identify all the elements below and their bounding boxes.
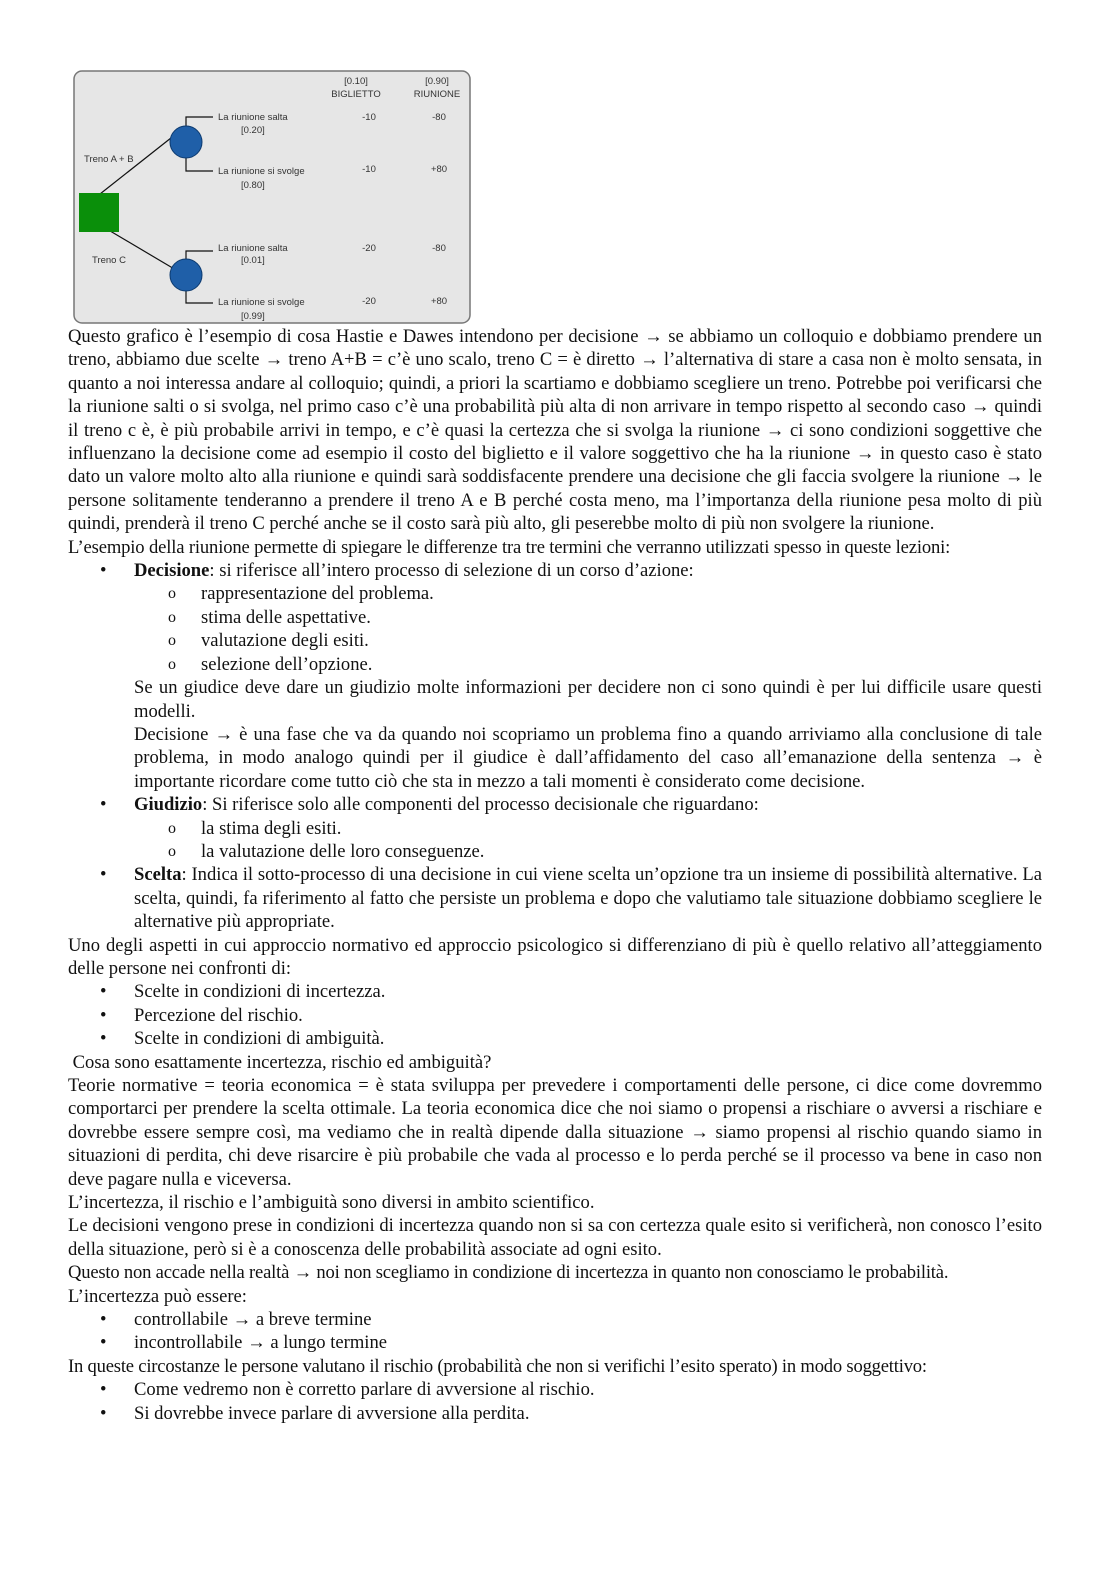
chance-node: [170, 259, 202, 291]
bullet-list: [68, 1308, 1042, 1355]
outcome-label: La riunione si svolge: [218, 297, 305, 308]
sub-item: o rappresentazione del problema.: [68, 582, 1042, 605]
diagram-frame: [74, 71, 470, 323]
paragraph: Questo grafico è l’esempio di cosa Hastie e Dawes intendono per decisione → se abbiamo un colloquio e dobbiamo prendere un treno, abbiamo due scelte → treno A+B = c’è uno scalo, treno C = è diretto → l’alternativa di stare a casa non è molto sensata, in quanto a noi interessa andare al colloquio; quindi, a priori la scartiamo e dobbiamo scegliere un treno. Potrebbe poi verificarsi che la riunione salti o si svolga, nel primo caso c’è una probabilità più alta di non arrivare in tempo rispetto al secondo caso → quindi il treno c è, è più probabile arrivi in tempo, e c’è quasi la certezza che si svolga la riunione → ci sono condizioni soggettive che influenzano la decisione come ad esempio il costo del biglietto e il valore soggettivo che ha la riunione → in questo caso è stato dato un valore molto alto alla riunione e quindi sarà soddisfacente prendere una decisione che gli faccia svolgere la riunione → le persone solitamente tenderanno a prendere il treno A e B perché costa meno, ma l’importanza della riunione pesa molto di più quindi, prenderà il treno C perché anche se il costo sarà più alto, gli peserebbe molto di più non svolgere la riunione.: [68, 326, 1042, 535]
list-item: • Scelte in condizioni di incertezza.: [68, 980, 1042, 1003]
list-item: • Percezione del rischio.: [68, 1004, 1042, 1027]
paragraph: Questo non accade nella realtà → noi non scegliamo in condizione di incertezza in quanto non conosciamo le probabilità.: [68, 1262, 949, 1284]
bullet-list: [68, 980, 1042, 1050]
paragraph: L’esempio della riunione permette di spiegare le differenze tra tre termini che verranno utilizzati spesso in queste lezioni:: [68, 536, 951, 558]
list-item: • Come vedremo non è corretto parlare di avversione al rischio.: [68, 1378, 1042, 1401]
payoff: -10: [362, 112, 376, 123]
payoff: -20: [362, 243, 376, 254]
sub-item: o la stima degli esiti.: [68, 817, 1042, 840]
paragraph: Cosa sono esattamente incertezza, rischio ed ambiguità?: [68, 1051, 492, 1073]
branch-label: Treno A + B: [84, 154, 134, 165]
sub-item: o stima delle aspettative.: [68, 606, 1042, 629]
paragraph: Decisione → è una fase che va da quando noi scopriamo un problema fino a quando arriviamo alla conclusione di tale problema, in modo analogo quindi per il giudice è dall’affidamento del caso all’emanazione della sentenza → è importante ricordare come tutto ciò che sta in mezzo a tali momenti è considerato come decisione.: [134, 723, 1042, 792]
payoff: +80: [430, 296, 448, 307]
outcome-prob: [0.80]: [241, 180, 265, 191]
list-item: • controllabile → a breve termine: [68, 1308, 1042, 1331]
outcome-label: La riunione salta: [218, 112, 288, 123]
list-item-giudizio: • Giudizio: Si riferisce solo alle componenti del processo decisionale che riguardano:: [68, 793, 1042, 816]
body-text: [68, 325, 1042, 1425]
decision-node: [79, 193, 119, 232]
list-item-scelta: • Scelta: Indica il sotto-processo di una decisione in cui viene scelta un’opzione tra un insieme di possibilità alternative. La scelta, quindi, fa riferimento al fatto che persiste un problema e dopo che valutiamo tale situazione dobbiamo scegliere le alternative più appropriate.: [68, 863, 1042, 933]
payoff: -10: [362, 164, 376, 175]
col-prob: [0.90]: [425, 76, 449, 87]
branch-label: Treno C: [92, 255, 126, 266]
col-header: RIUNIONE: [413, 89, 461, 100]
payoff: -80: [432, 243, 446, 254]
list-item-decisione: • Decisione: si riferisce all’intero processo di selezione di un corso d’azione:: [68, 559, 1042, 582]
list-item: • Scelte in condizioni di ambiguità.: [68, 1027, 1042, 1050]
list-item: • incontrollabile → a lungo termine: [68, 1331, 1042, 1354]
outcome-prob: [0.01]: [241, 255, 265, 266]
sub-item: o la valutazione delle loro conseguenze.: [68, 840, 1042, 863]
col-header: BIGLIETTO: [331, 89, 381, 100]
paragraph: Uno degli aspetti in cui approccio normativo ed approccio psicologico si differenziano di più è quello relativo all’atteggiamento delle persone nei confronti di:: [68, 934, 1042, 979]
paragraph: L’incertezza, il rischio e l’ambiguità sono diversi in ambito scientifico.: [68, 1192, 595, 1214]
col-prob: [0.10]: [344, 76, 368, 87]
payoff: +80: [430, 164, 448, 175]
payoff: -80: [432, 112, 446, 123]
outcome-label: La riunione si svolge: [218, 166, 305, 177]
chance-node: [170, 126, 202, 158]
payoff: -20: [362, 296, 376, 307]
terms-list: [68, 559, 1042, 934]
paragraph: L’incertezza può essere:: [68, 1285, 247, 1307]
sub-item: o selezione dell’opzione.: [68, 653, 1042, 676]
outcome-prob: [0.20]: [241, 125, 265, 136]
paragraph: Le decisioni vengono prese in condizioni di incertezza quando non si sa con certezza quale esito si verificherà, non conosco l’esito della situazione, però si è a conoscenza delle probabilità associate ad ogni esito.: [68, 1215, 1042, 1260]
outcome-prob: [0.99]: [241, 311, 265, 322]
bullet-list: [68, 1378, 1042, 1425]
paragraph: Se un giudice deve dare un giudizio molte informazioni per decidere non ci sono quindi è per lui difficile usare questi modelli.: [134, 677, 1042, 722]
decision-tree-diagram: [73, 70, 471, 324]
outcome-label: La riunione salta: [218, 243, 288, 254]
paragraph: In queste circostanze le persone valutano il rischio (probabilità che non si verifichi l’esito sperato) in modo soggettivo:: [68, 1355, 927, 1377]
sub-item: o valutazione degli esiti.: [68, 629, 1042, 652]
list-item: • Si dovrebbe invece parlare di avversione alla perdita.: [68, 1402, 1042, 1425]
paragraph: Teorie normative = teoria economica = è stata sviluppa per prevedere i comportamenti delle persone, ci dice come dovremmo comportarci per prendere la scelta ottimale. La teoria economica dice che noi siamo o propensi a rischiare o avversi a rischiare e dovrebbe essere sempre così, ma vediamo che in realtà dipende dalla situazione → siamo propensi al rischio quando siamo in situazioni di perdita, chi deve risarcire è più probabile che vada al processo e lo perda perché se il processo va bene in caso non deve pagare nulla e viceversa.: [68, 1075, 1042, 1190]
